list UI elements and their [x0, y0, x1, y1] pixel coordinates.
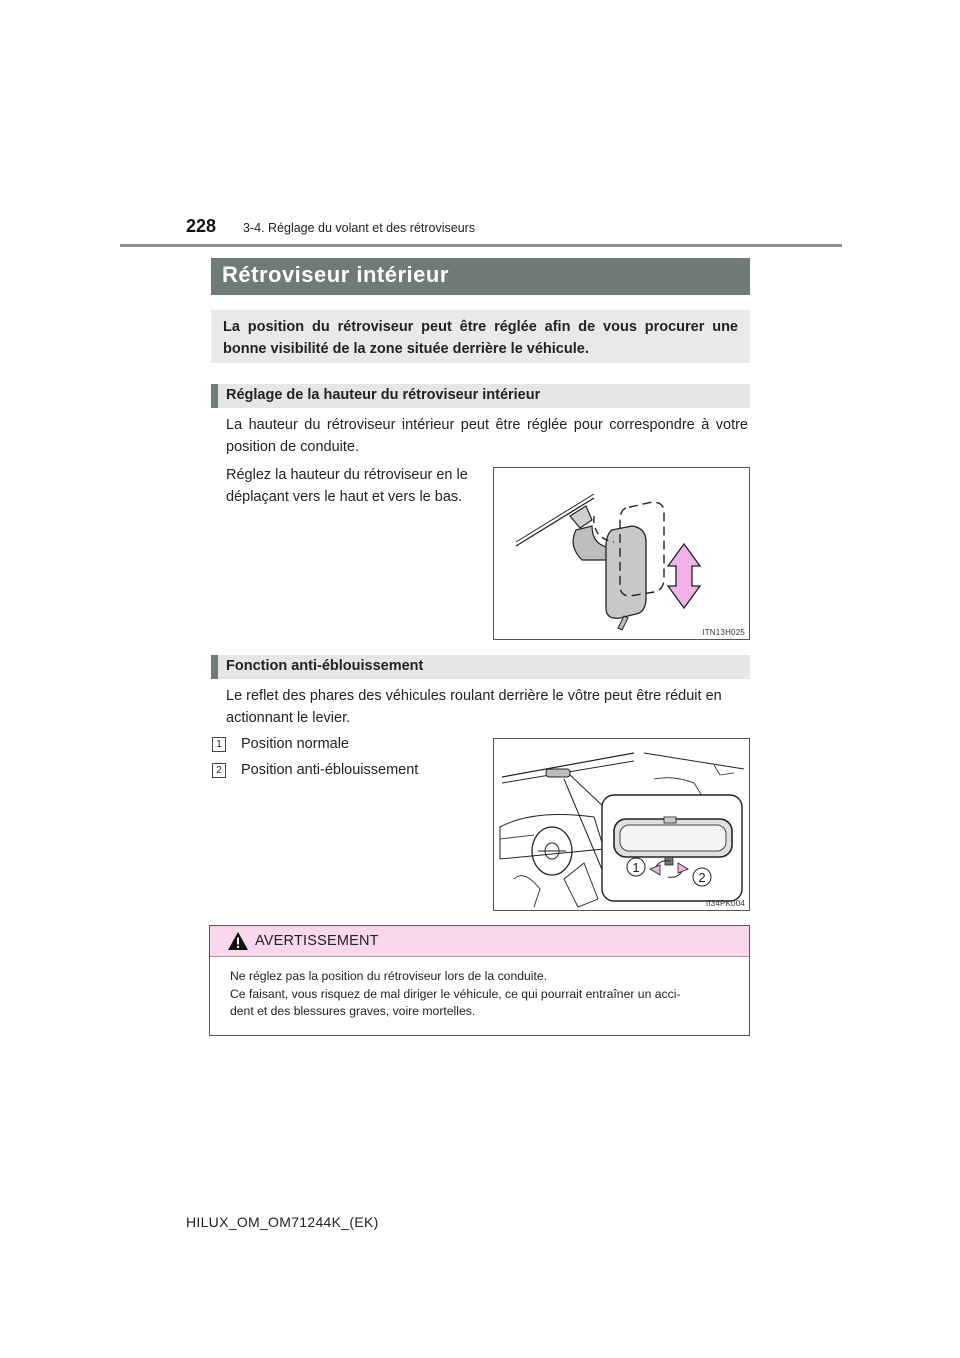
- warning-line-3: dent et des blessures graves, voire mortelles.: [230, 1004, 476, 1018]
- mirror-height-illustration: [494, 468, 749, 639]
- number-marker: 2: [212, 763, 226, 778]
- intro-summary: La position du rétroviseur peut être réglée afin de vous procurer une bonne visibilité de la zone située derrière le véhicule.: [211, 310, 750, 363]
- list-item-normal-position: [212, 733, 349, 755]
- section-reference: 3-4. Réglage du volant et des rétroviseurs: [243, 221, 476, 235]
- list-item-label: Position normale: [241, 736, 349, 752]
- subheading-anti-glare: Fonction anti-éblouissement: [211, 655, 750, 679]
- warning-body: [230, 968, 733, 1021]
- warning-triangle-icon: [227, 931, 249, 951]
- callout-number-2: 2: [698, 870, 706, 885]
- height-paragraph: La hauteur du rétroviseur intérieur peut être réglée pour correspondre à votre position de conduite.: [226, 417, 748, 455]
- page-number: 228: [186, 216, 217, 236]
- footer-document-code: HILUX_OM_OM71244K_(EK): [186, 1214, 379, 1230]
- figure-code-anti-glare: II34PK004: [705, 899, 745, 908]
- list-item-anti-glare-position: [212, 759, 418, 781]
- anti-glare-illustration: [494, 739, 749, 910]
- warning-box: [209, 925, 750, 1036]
- figure-mirror-height: [493, 467, 750, 640]
- height-instruction-line-1: Réglez la hauteur du rétroviseur en le: [226, 467, 468, 483]
- antiglare-paragraph-line-2: actionnant le levier.: [226, 710, 351, 726]
- warning-line-2: Ce faisant, vous risquez de mal diriger le véhicule, ce qui pourrait entraîner un acci-: [230, 986, 681, 1001]
- figure-code-height: ITN13H025: [702, 628, 745, 637]
- warning-header: [210, 926, 749, 957]
- antiglare-paragraph-line-1: Le reflet des phares des véhicules roulant derrière le vôtre peut être réduit en: [226, 688, 722, 704]
- warning-title: AVERTISSEMENT: [255, 933, 379, 949]
- list-item-label: Position anti-éblouissement: [241, 762, 419, 778]
- warning-line-1: Ne réglez pas la position du rétroviseur lors de la conduite.: [230, 969, 548, 983]
- subheading-height-adjustment: Réglage de la hauteur du rétroviseur intérieur: [211, 384, 750, 408]
- page-title: Rétroviseur intérieur: [211, 258, 750, 295]
- callout-number-1: 1: [632, 860, 640, 875]
- number-marker: 1: [212, 737, 226, 752]
- height-instruction-line-2: déplaçant vers le haut et vers le bas.: [226, 489, 463, 505]
- figure-anti-glare: [493, 738, 750, 911]
- header-rule: [120, 244, 842, 247]
